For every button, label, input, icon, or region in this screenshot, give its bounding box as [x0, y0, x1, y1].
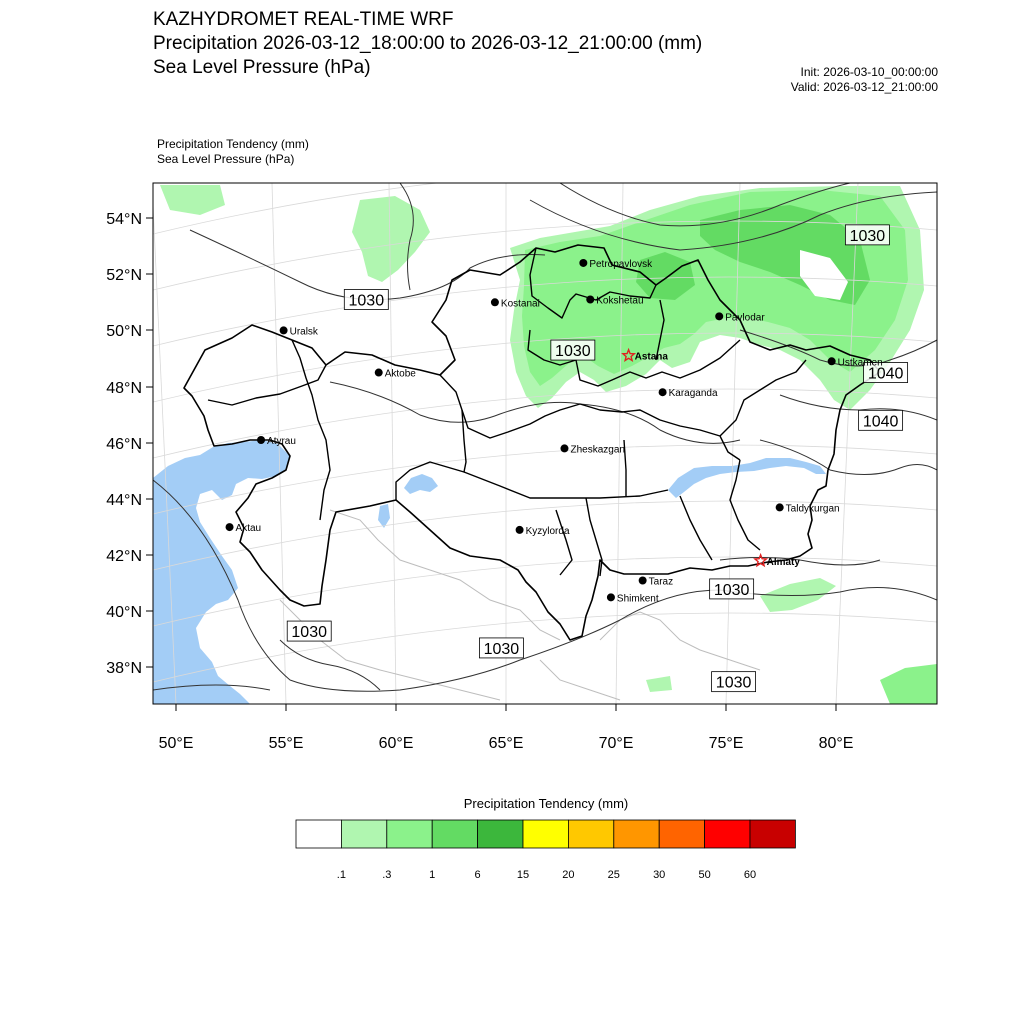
isobar-label: 1030 [291, 624, 328, 642]
city-label: Taldykurgan [785, 503, 840, 515]
legend-tick-label: .3 [382, 869, 392, 881]
isobar-label: 1040 [867, 365, 904, 383]
legend-color-box [341, 820, 386, 848]
lon-labels [159, 735, 854, 752]
subtitle-precip: Precipitation Tendency (mm) [157, 137, 309, 151]
isobar-label: 1030 [715, 674, 752, 692]
lat-label: 44°N [106, 492, 142, 509]
lon-label: 65°E [488, 735, 524, 752]
isobar-label: 1030 [483, 640, 520, 658]
lat-labels [106, 211, 142, 677]
city-label: Shimkent [616, 593, 659, 605]
city-label: Pavlodar [725, 312, 765, 324]
isobar-label: 1030 [713, 581, 750, 599]
city-label: Atyrau [267, 435, 296, 447]
legend-tick-label: 6 [474, 869, 481, 881]
lon-label: 60°E [378, 735, 414, 752]
city-label: Kokshetau [596, 295, 644, 307]
lat-label: 54°N [106, 211, 142, 228]
city-dot [579, 259, 587, 267]
legend-title: Precipitation Tendency (mm) [463, 796, 629, 811]
legend-color-box [523, 820, 568, 848]
lon-label: 55°E [268, 735, 304, 752]
city-dot [280, 326, 288, 334]
init-time: Init: 2026-03-10_00:00:00 [800, 65, 938, 79]
lon-label: 50°E [158, 735, 194, 752]
legend-color-box [432, 820, 477, 848]
city-dot [516, 526, 524, 534]
lat-ticks [146, 218, 153, 667]
legend-color-box [659, 820, 704, 848]
lon-label: 75°E [708, 735, 744, 752]
lat-label: 42°N [106, 548, 142, 565]
legend-color-box [614, 820, 659, 848]
city-label: Zheskazgan [570, 444, 625, 456]
lat-label: 48°N [106, 380, 142, 397]
isobar-label: 1030 [849, 227, 886, 245]
lon-ticks [176, 704, 836, 711]
legend-color-box [705, 820, 750, 848]
title-line-1: KAZHYDROMET REAL-TIME WRF [153, 9, 454, 30]
city-label: Uralsk [289, 326, 318, 338]
isobar-label: 1030 [348, 292, 385, 310]
city-label: Ustkamen [837, 357, 883, 369]
city-label: Karaganda [668, 388, 718, 400]
city-dot [375, 369, 383, 377]
legend-tick-label: .1 [336, 869, 346, 881]
legend-tick-label: 20 [562, 869, 575, 881]
city-label: Aktau [235, 523, 262, 535]
title-line-2: Precipitation 2026-03-12_18:00:00 to 2026-03-12_21:00:00 (mm) [153, 33, 703, 54]
lat-label: 50°N [106, 323, 142, 340]
legend-tick-label: 15 [516, 869, 530, 881]
legend-colorbar [296, 820, 795, 848]
isobar-label: 1040 [862, 413, 899, 431]
legend-tick-label: 60 [743, 869, 757, 881]
lat-label: 46°N [106, 436, 142, 453]
lat-label: 52°N [106, 267, 142, 284]
city-dot [560, 444, 568, 452]
legend-color-box [568, 820, 613, 848]
city-label: Aktobe [384, 368, 416, 380]
city-label: Kostanai [500, 298, 540, 310]
city-dot [776, 503, 784, 511]
city-dot [639, 576, 647, 584]
legend-tick-label: 50 [698, 869, 711, 881]
city-dot [257, 436, 265, 444]
city-dot [659, 388, 667, 396]
legend-color-box [296, 820, 341, 848]
legend-tick-label: 30 [653, 869, 666, 881]
lake-balkhash [668, 458, 826, 498]
city-dot [586, 295, 594, 303]
subtitle-slp: Sea Level Pressure (hPa) [157, 152, 295, 166]
city-dot [607, 593, 615, 601]
city-label: Astana [634, 351, 668, 363]
city-label: Kyzylorda [525, 525, 570, 537]
legend-tick-labels [337, 869, 756, 881]
city-label: Almaty [766, 556, 800, 568]
city-dot [828, 357, 836, 365]
title-line-3: Sea Level Pressure (hPa) [153, 57, 371, 78]
legend-tick-label: 1 [429, 869, 436, 881]
lat-label: 38°N [106, 660, 142, 677]
legend-tick-label: 25 [607, 869, 620, 881]
legend-color-box [387, 820, 432, 848]
lon-label: 70°E [598, 735, 634, 752]
lon-label: 80°E [818, 735, 854, 752]
city-label: Petropavlovsk [589, 258, 653, 270]
city-dot [491, 298, 499, 306]
city-dot [715, 312, 723, 320]
legend-color-box [478, 820, 523, 848]
city-dot [226, 523, 234, 531]
valid-time: Valid: 2026-03-12_21:00:00 [790, 80, 938, 94]
lat-label: 40°N [106, 604, 142, 621]
legend-color-box [750, 820, 795, 848]
isobar-label: 1030 [555, 343, 591, 361]
city-label: Taraz [648, 576, 674, 588]
